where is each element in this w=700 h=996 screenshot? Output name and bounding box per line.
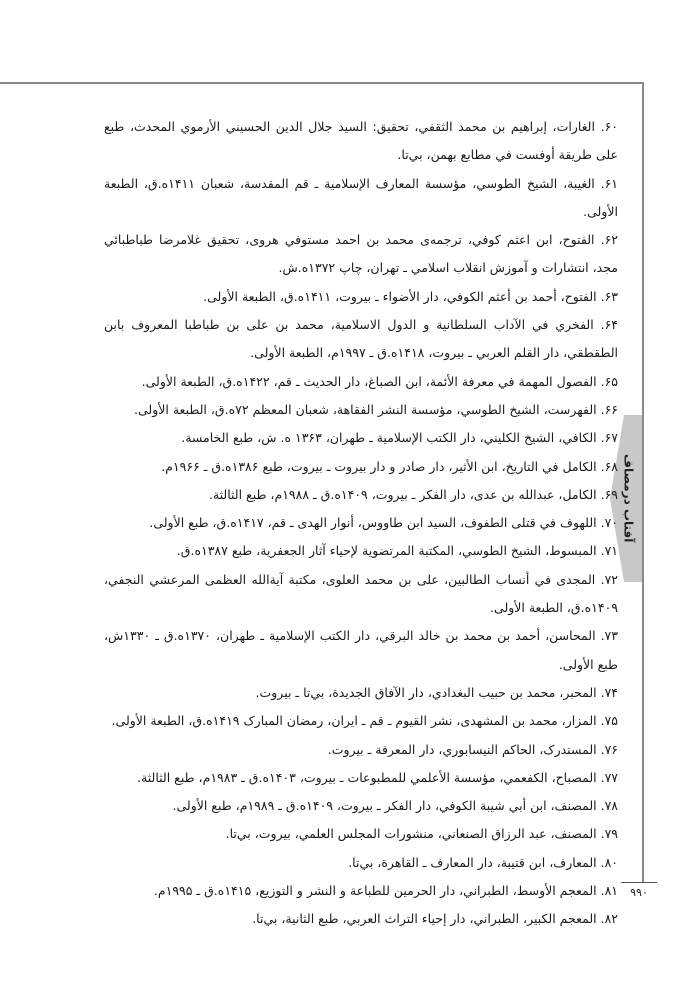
bibliography-entry: ۶۴. الفخري في الآداب السلطانية و الدول الاسلامية، محمد بن على بن طباطبا المعروف بابن الطقطقي، دار القلم العربي ـ بيروت، ۱۴۱۸ه.ق ـ ۱۹۹۷م، الطبعة الأولى. xyxy=(104,317,618,361)
bibliography-entry: ۷۹. المصنف، عبد الرزاق الصنعاني، منشورات المجلس العلمي، بيروت، بي‌تا. xyxy=(225,826,618,842)
bibliography-entry: ۸۰. المعارف، ابن قتيبة، دار المعارف ـ القاهرة، بي‌تا. xyxy=(348,854,618,870)
bibliography-entry: ۷۷. المصباح، الكفعمي، مؤسسة الأعلمي للمطبوعات ـ بيروت، ۱۴۰۳ه.ق ـ ۱۹۸۳م، طبع الثالثة. xyxy=(137,769,618,785)
bibliography-entry: ۷۱. المبسوط، الشيخ الطوسي، المكتبة المرتضوية لإحياء آثار الجعفرية، طبع ۱۳۸۷ه.ق. xyxy=(176,543,618,559)
page-number-rule xyxy=(621,882,657,883)
side-rule xyxy=(642,82,644,882)
bibliography-entry: ۷۰. اللهوف في قتلى الطفوف، السيد ابن طاووس، أنوار الهدى ـ قم، ۱۴۱۷ه.ق، طبع الأولى. xyxy=(149,515,618,531)
bibliography-entry: ۷۳. المحاسن، أحمد بن محمد بن خالد البرقي، دار الكتب الإسلامية ـ طهران، ۱۳۷۰ه.ق ـ ۱۳۳۰ش، طبع الأولى. xyxy=(104,628,618,672)
bibliography-entry: ۶۷. الكافي، الشيخ الكليني، دار الكتب الإسلامية ـ طهران، ۱۳۶۳ ه. ش، طبع الخامسة. xyxy=(181,430,618,446)
bibliography-entry: ۶۸. الكامل في التاريخ، ابن الأثير، دار صادر و دار بيروت ـ بيروت، طبع ۱۳۸۶ه.ق ـ ۱۹۶۶م. xyxy=(161,458,618,474)
bibliography-entry: ۷۲. المجدى في أنساب الطالبين، على بن محمد العلوى، مكتبة آية‌الله العظمى المرعشي النجفي، ۱۴۰۹ه.ق، الطبعة الأولى. xyxy=(104,571,618,616)
bibliography-entry: ۷۶. المستدرک، الحاكم النيسابوري، دار المعرفة ـ بيروت. xyxy=(327,741,618,757)
bibliography-entry: ۶۹. الكامل، عبدالله بن عدى، دار الفكر ـ بيروت، ۱۴۰۹ه.ق ـ ۱۹۸۸م، طبع الثالثة. xyxy=(208,486,618,502)
bibliography-entry: ۶۶. الفهرست، الشيخ الطوسي، مؤسسة النشر الفقاهة، شعبان المعظم ۷۲ه.ق، الطبعة الأولى. xyxy=(134,401,618,417)
bibliography-entry: ۷۸. المصنف، ابن أبي شيبة الكوفي، دار الفكر ـ بيروت، ۱۴۰۹ه.ق ـ ۱۹۸۹م، طبع الأولى. xyxy=(172,798,618,814)
bibliography-entry: ۶۵. الفصول المهمة في معرفة الأئمة، ابن الصباغ، دار الحديث ـ قم، ۱۴۲۲ه.ق، الطبعة الأولى. xyxy=(141,373,618,389)
side-tab-label xyxy=(615,415,642,582)
bibliography-entry: ۷۵. المزار، محمد بن المشهدى، نشر القيوم ـ قم ـ ايران، رمضان المبارک ۱۴۱۹ه.ق، الطبعة الأولى. xyxy=(111,713,618,729)
bibliography-entry: ۶۳. الفتوح، أحمد بن أعثم الكوفي، دار الأضواء ـ بيروت، ۱۴۱۱ه.ق، الطبعة الأولى. xyxy=(203,288,618,304)
page-number: ۹۹۰ xyxy=(630,886,648,899)
bibliography-list xyxy=(104,113,618,934)
bibliography-entry: ۸۱. المعجم الأوسط، الطبراني، دار الحرمين للطباعة و النشر و التوزيع، ۱۴۱۵ه.ق ـ ۱۹۹۵م. xyxy=(153,883,618,899)
bibliography-entry: ۸۲. المعجم الكبير، الطبراني، دار إحياء التراث العربي، طبع الثانية، بي‌تا. xyxy=(252,911,618,927)
bibliography-entry: ۶۰. الغارات، إبراهيم بن محمد الثقفي، تحقيق: السيد جلال الدين الحسيني الأرموي المحدث، طبع على طريقة أوفست في مطابع بهمن، بي‌تا. xyxy=(104,119,618,163)
bibliography-entry: ۶۲. الفتوح، ابن اعثم كوفي، ترجمه‌ى محمد بن احمد مستوفي هروى، تحقيق غلامرضا طباطبائي مجد، انتشارات و آموزش انقلاب اسلامي ـ تهران، چاپ ۱۳۷۲ه.ش. xyxy=(104,232,618,276)
bibliography-entry: ۷۴. المحبر، محمد بن حبيب البغدادي، دار الآفاق الجديدة، بي‌تا ـ بيروت. xyxy=(255,684,618,700)
bibliography-entry: ۶۱. الغيبة، الشيخ الطوسي، مؤسسة المعارف الإسلامية ـ قم المقدسة، شعبان ۱۴۱۱ه.ق، الطبعة الأولى. xyxy=(104,175,618,219)
top-rule xyxy=(0,82,644,84)
side-tab-text: آفتاب درمصاف xyxy=(621,454,636,543)
